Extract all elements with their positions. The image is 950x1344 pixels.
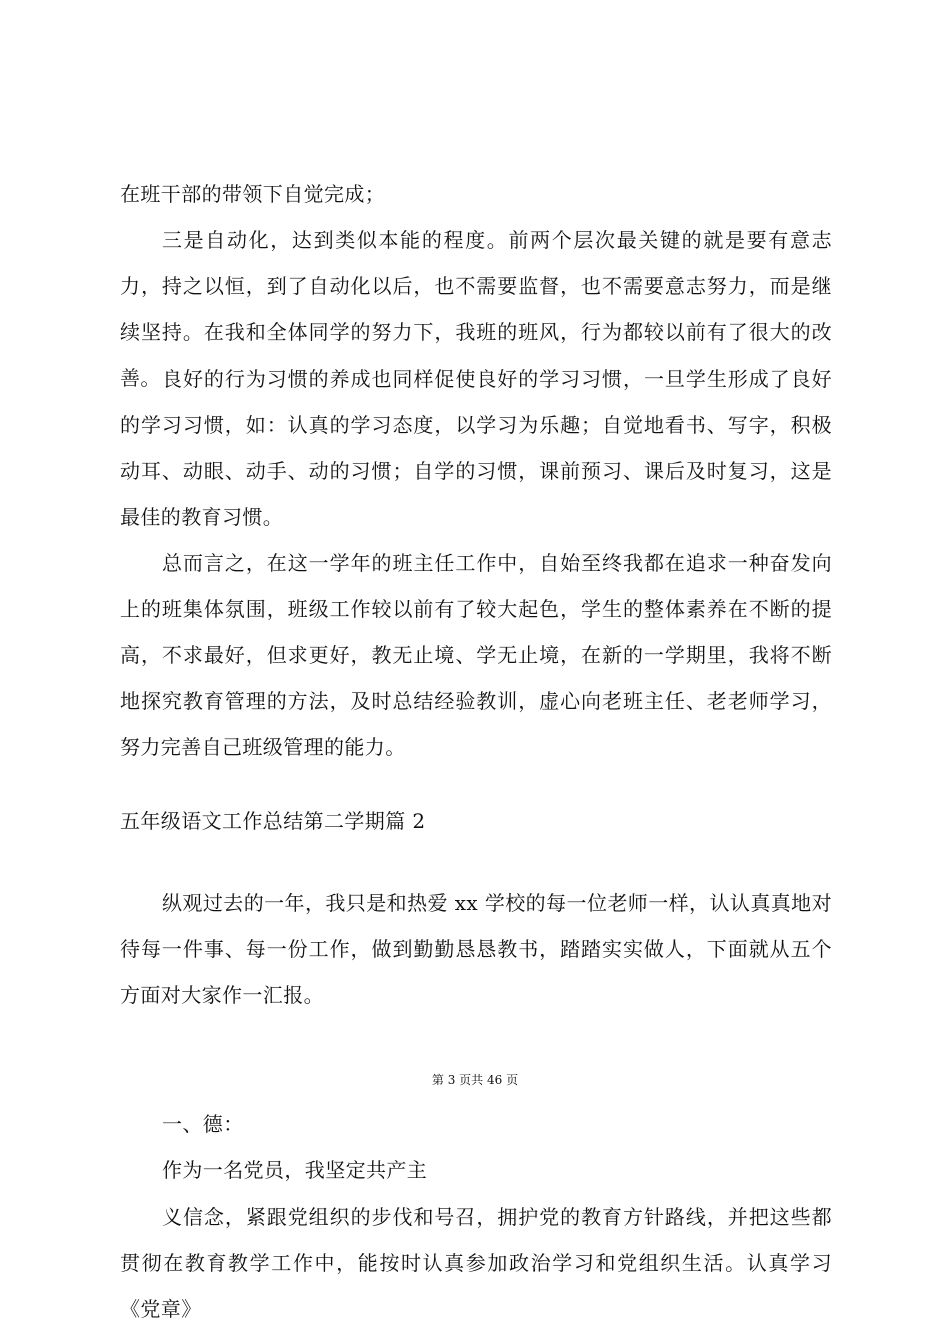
- paragraph-3: 良好的行为习惯的养成也同样促使良好的学习习惯，一旦学生形成了良好的学习习惯，如：认真的学习态度，以学习为乐趣；自觉地看书、写字，积极动耳、动眼、动手、动的习惯；自学的习惯，课前预习、课后及时复习，这是最佳的教育习惯。: [120, 367, 832, 529]
- paragraph-8: 义信念，紧跟党组织的步伐和号召，拥护党的教育方针路线，并把这些都贯彻在教育教学工作中，能按时认真参加政治学习和党组织生活。认真学习《党章》: [120, 1205, 832, 1321]
- paragraph-2: 三是自动化，达到类似本能的程度。前两个层次最关键的就是要有意志力，持之以恒，到了自动化以后，也不需要监督，也不需要意志努力，而是继续坚持。在我和全体同学的努力下，我班的班风，行为都较以前有了很大的改善。: [120, 228, 832, 390]
- paragraph-4: 总而言之，在这一学年的班主任工作中，自始至终我都在追求一种奋发向上的班集体氛围，班级工作较以前有了较大起色，学生的整体素养在不断的提高，不求最好，但求更好，教无止境、学无止境，在新的一学期里，我将不断地探究教育管理的方法，及时总结经验教训，虚心向老班主任、老老师学习，努力完善自己班级管理的能力。: [120, 551, 832, 759]
- paragraph-1: 在班干部的带领下自觉完成；: [120, 182, 386, 206]
- section-heading: 五年级语文工作总结第二学期篇 2: [120, 809, 426, 833]
- page-number-footer: 第 3 页共 46 页: [431, 1073, 519, 1087]
- paragraph-7: 作为一名党员，我坚定共产主: [162, 1158, 428, 1182]
- paragraph-5: 纵观过去的一年，我只是和热爱 xx 学校的每一位老师一样，认认真真地对待每一件事、每一份工作，做到勤勤恳恳教书，踏踏实实做人，下面就从五个方面对大家作一汇报。: [120, 891, 832, 1007]
- paragraph-6: 一、德：: [162, 1112, 244, 1136]
